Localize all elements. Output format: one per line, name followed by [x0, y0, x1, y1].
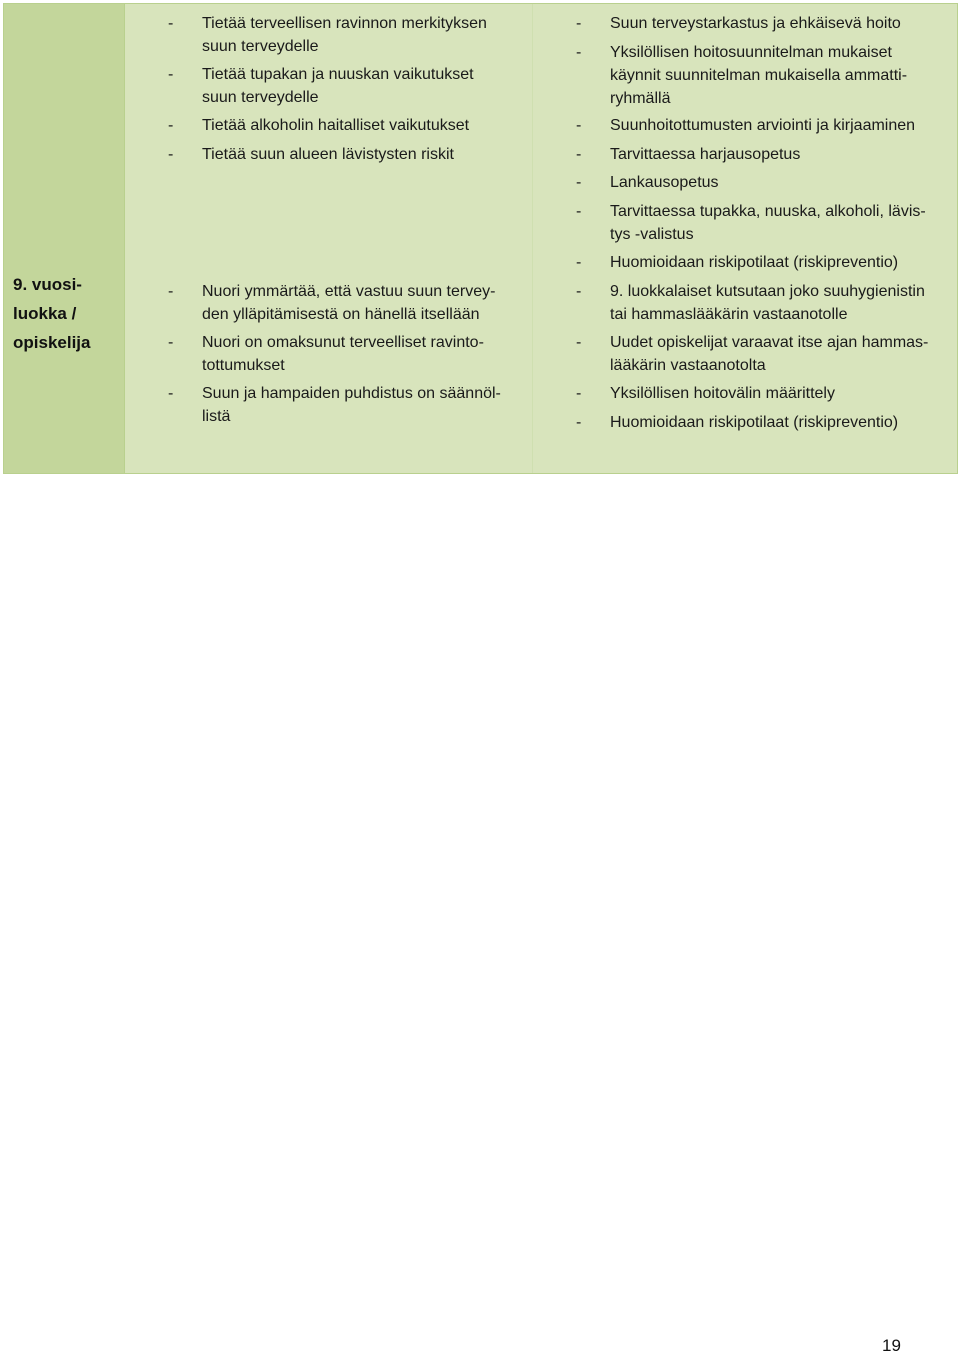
goals-cell — [125, 4, 533, 473]
list-item-line: Uudet opiskelijat varaavat itse ajan hammas- — [610, 334, 929, 351]
list-item-text — [202, 331, 484, 377]
list-item-line: Huomioidaan riskipotilaat (riskipreventio) — [610, 414, 899, 431]
bullet-dash: - — [576, 203, 582, 220]
list-item-text — [610, 114, 915, 137]
list-item-text — [610, 12, 901, 35]
row-label-cell — [4, 4, 125, 473]
list-item-line: listä — [202, 408, 231, 425]
list-item-text — [610, 143, 800, 166]
list-item-text — [610, 382, 835, 405]
bullet-dash: - — [576, 283, 582, 300]
list-item-text — [610, 411, 898, 434]
list-item-line: Tarvittaessa harjausopetus — [610, 146, 801, 163]
list-item-text — [610, 41, 907, 110]
list-item-text — [202, 280, 495, 326]
list-item-line: tottumukset — [202, 357, 285, 374]
list-item-text — [202, 143, 454, 166]
list-item-line: Tietää suun alueen lävistysten riskit — [202, 146, 454, 163]
bullet-dash: - — [576, 385, 582, 402]
list-item-line: 9. luokkalaiset kutsutaan joko suuhygienistin — [610, 283, 925, 300]
bullet-dash: - — [168, 334, 174, 351]
list-item-line: tai hammaslääkärin vastaanotolle — [610, 306, 848, 323]
bullet-dash: - — [576, 44, 582, 61]
list-item-line: Suunhoitottumusten arviointi ja kirjaaminen — [610, 117, 916, 134]
list-item-line: Yksilöllisen hoitovälin määrittely — [610, 385, 835, 402]
bullet-dash: - — [576, 414, 582, 431]
list-item-line: Tietää terveellisen ravinnon merkityksen — [202, 15, 487, 32]
care-table — [3, 3, 958, 474]
bullet-dash: - — [576, 146, 582, 163]
list-item-line: Tarvittaessa tupakka, nuuska, alkoholi, lävis- — [610, 203, 926, 220]
bullet-dash: - — [168, 146, 174, 163]
list-item-line: tys -valistus — [610, 226, 694, 243]
list-item-line: käynnit suunnitelman mukaisella ammatti- — [610, 67, 908, 84]
list-item-line: ryhmällä — [610, 90, 671, 107]
list-item-line: Suun terveystarkastus ja ehkäisevä hoito — [610, 15, 901, 32]
list-item-line: Lankausopetus — [610, 174, 719, 191]
list-item-line: Suun ja hampaiden puhdistus on säännöl- — [202, 385, 501, 402]
bullet-dash: - — [168, 15, 174, 32]
list-item-line: suun terveydelle — [202, 38, 319, 55]
list-item-text — [202, 382, 501, 428]
bullet-dash: - — [576, 117, 582, 134]
list-item-line: Tietää alkoholin haitalliset vaikutukset — [202, 117, 470, 134]
row-label-line: opiskelija — [13, 333, 91, 352]
list-item-line: lääkärin vastaanotolta — [610, 357, 766, 374]
list-item-text — [610, 280, 925, 326]
bullet-dash: - — [168, 283, 174, 300]
bullet-dash: - — [576, 174, 582, 191]
list-item-text — [202, 12, 487, 58]
list-item-text — [610, 171, 719, 194]
list-item-line: suun terveydelle — [202, 89, 319, 106]
list-item-text — [610, 200, 926, 246]
list-item-line: Huomioidaan riskipotilaat (riskipreventio) — [610, 254, 899, 271]
row-label-line: 9. vuosi- — [13, 275, 82, 294]
list-item-text — [610, 331, 928, 377]
bullet-dash: - — [168, 66, 174, 83]
list-item-text — [202, 114, 469, 137]
bullet-dash: - — [576, 15, 582, 32]
row-label — [13, 270, 90, 357]
list-item-line: Nuori ymmärtää, että vastuu suun tervey- — [202, 283, 496, 300]
list-item-text — [202, 63, 474, 109]
list-item-line: Nuori on omaksunut terveelliset ravinto- — [202, 334, 484, 351]
list-item-line: Tietää tupakan ja nuuskan vaikutukset — [202, 66, 474, 83]
bullet-dash: - — [576, 254, 582, 271]
list-item-line: den ylläpitämisestä on hänellä itsellään — [202, 306, 480, 323]
bullet-dash: - — [168, 117, 174, 134]
page-number: 19 — [882, 1336, 901, 1355]
list-item-text — [610, 251, 898, 274]
bullet-dash: - — [576, 334, 582, 351]
list-item-line: Yksilöllisen hoitosuunnitelman mukaiset — [610, 44, 892, 61]
row-label-line: luokka / — [13, 304, 77, 323]
actions-cell — [533, 4, 957, 473]
bullet-dash: - — [168, 385, 174, 402]
